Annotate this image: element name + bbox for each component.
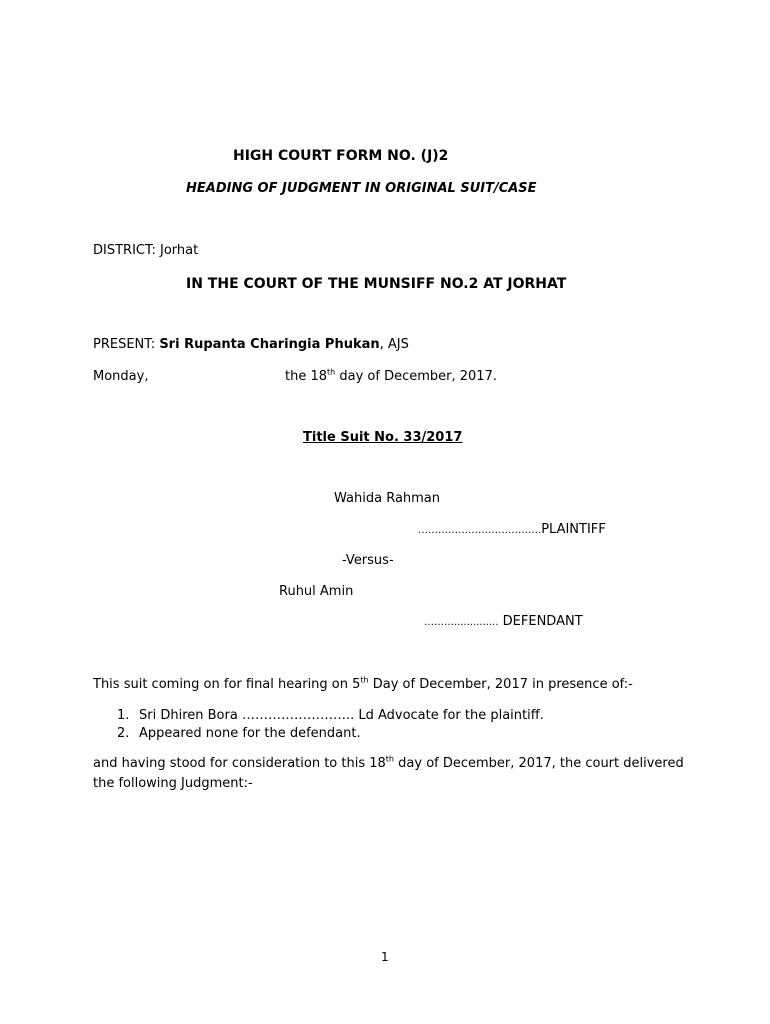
form-title: HIGH COURT FORM NO. (J)2 — [233, 148, 449, 164]
defendant-dots: ……….............. — [424, 617, 499, 628]
present-label: PRESENT: — [93, 337, 156, 352]
presiding-officer-name: Sri Rupanta Charingia Phukan — [159, 337, 380, 352]
closing-sup: th — [385, 754, 395, 764]
presiding-officer-suffix: , AJS — [379, 337, 409, 352]
district-label: DISTRICT: — [93, 243, 156, 258]
hearing-line — [93, 677, 633, 692]
closing-prefix: and having stood for consideration to this 18 — [93, 756, 386, 771]
plaintiff-label: PLAINTIFF — [541, 522, 606, 537]
list-item — [117, 708, 544, 726]
closing-line-1 — [93, 754, 684, 771]
court-heading: IN THE COURT OF THE MUNSIFF NO.2 AT JORHAT — [186, 276, 567, 292]
district-line — [93, 243, 198, 258]
date-rest: day of December, 2017. — [335, 369, 497, 384]
versus: -Versus- — [342, 553, 394, 568]
hearing-rest: Day of December, 2017 in presence of:- — [368, 677, 633, 692]
plaintiff-name: Wahida Rahman — [334, 491, 441, 506]
defendant-line — [424, 614, 583, 629]
form-subtitle: HEADING OF JUDGMENT IN ORIGINAL SUIT/CASE — [186, 181, 537, 196]
date-sup: th — [327, 367, 336, 377]
defendant-name: Ruhul Amin — [279, 584, 354, 599]
appearances-list — [117, 708, 544, 744]
list-item-number: 2. — [117, 726, 130, 741]
closing-line-2: the following Judgment:- — [93, 776, 253, 791]
list-item-number: 1. — [117, 708, 130, 723]
date-prefix: the 18 — [285, 369, 328, 384]
plaintiff-line — [418, 522, 606, 537]
date-weekday: Monday, — [93, 369, 149, 384]
date-text — [285, 369, 497, 384]
present-line — [93, 337, 409, 352]
closing-rest: day of December, 2017, the court delivered — [394, 756, 684, 771]
plaintiff-dots: ………………………………. — [418, 525, 542, 536]
hearing-prefix: This suit coming on for final hearing on 5 — [93, 677, 361, 692]
district-value: Jorhat — [160, 243, 199, 258]
list-item — [117, 726, 544, 744]
list-item-text: Appeared none for the defendant. — [139, 726, 361, 741]
hearing-sup: th — [360, 675, 369, 685]
list-item-text: Sri Dhiren Bora …………………….. Ld Advocate for the plaintiff. — [139, 708, 544, 723]
case-number: Title Suit No. 33/2017 — [303, 430, 463, 445]
defendant-label: DEFENDANT — [498, 614, 583, 629]
page-number: 1 — [381, 950, 389, 964]
